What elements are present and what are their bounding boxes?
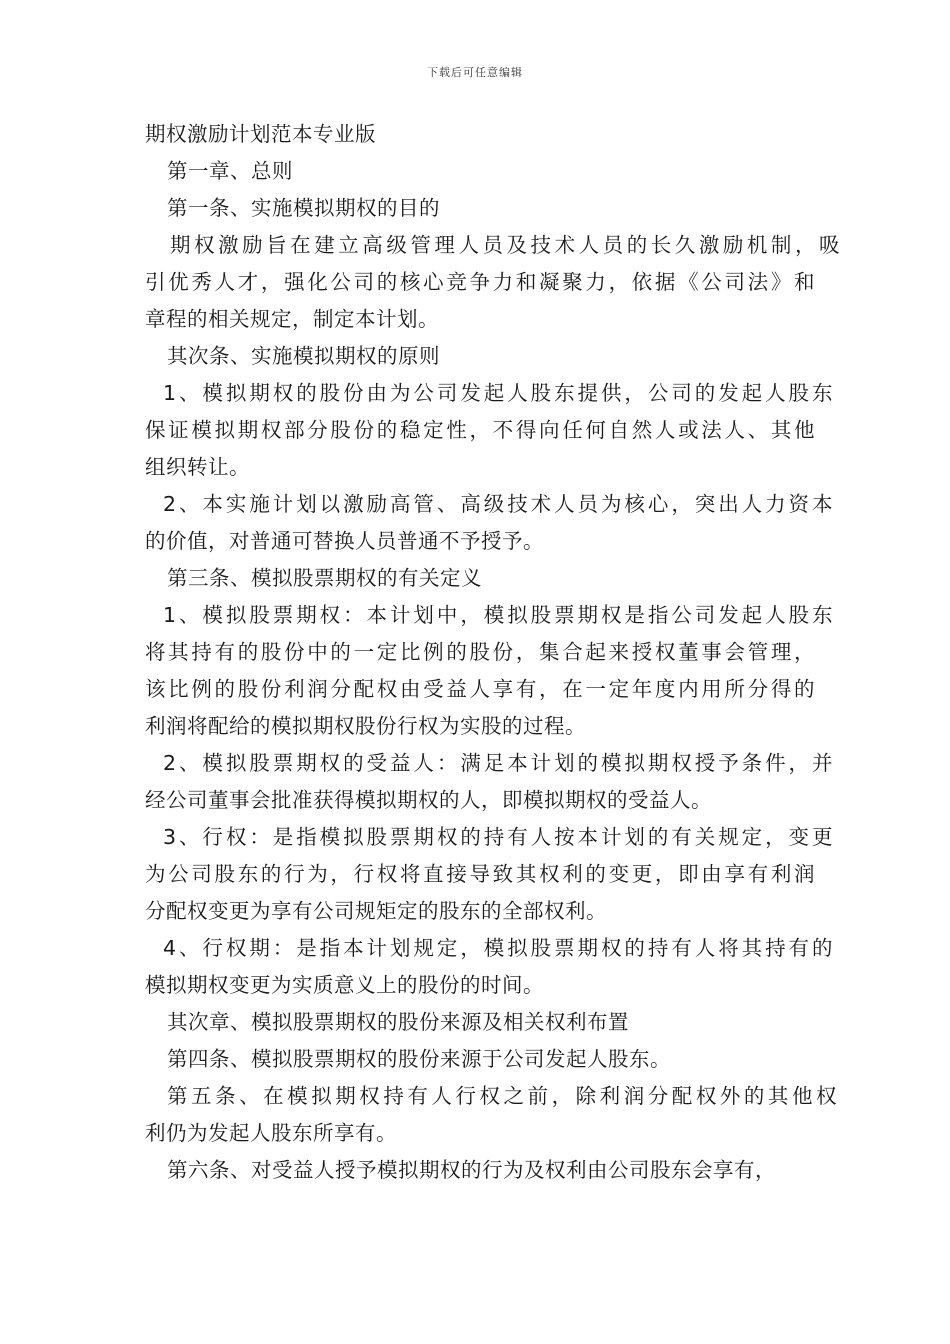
paragraph-line: 2、本实施计划以激励高管、高级技术人员为核心，突出人力资本 (163, 492, 833, 516)
paragraph-line: 1、模拟期权的股份由为公司发起人股东提供，公司的发起人股东 (163, 381, 833, 405)
article-heading: 其次条、实施模拟期权的原则 (167, 344, 440, 368)
paragraph-line: 将其持有的股份中的一定比例的股份，集合起来授权董事会管理， (145, 640, 815, 664)
article-heading: 第四条、模拟股票期权的股份来源于公司发起人股东。 (167, 1047, 671, 1071)
paragraph-line: 1、模拟股票期权：本计划中，模拟股票期权是指公司发起人股东 (163, 603, 833, 627)
paragraph-line: 利润将配给的模拟期权股份行权为实股的过程。 (145, 714, 586, 738)
paragraph-line: 第六条、对受益人授予模拟期权的行为及权利由公司股东会享有， (167, 1158, 776, 1182)
paragraph-line: 引优秀人才，强化公司的核心竞争力和凝聚力，依据《公司法》和 (145, 270, 815, 294)
paragraph-line: 4、行权期：是指本计划规定，模拟股票期权的持有人将其持有的 (163, 936, 833, 960)
header-note: 下载后可任意编辑 (427, 66, 523, 79)
paragraph-line: 3、行权：是指模拟股票期权的持有人按本计划的有关规定，变更 (163, 825, 833, 849)
paragraph-line: 2、模拟股票期权的受益人：满足本计划的模拟期权授予条件，并 (163, 751, 833, 775)
document-title: 期权激励计划范本专业版 (145, 122, 376, 146)
paragraph-line: 第五条、在模拟期权持有人行权之前，除利润分配权外的其他权 (167, 1084, 837, 1108)
article-heading: 第一条、实施模拟期权的目的 (167, 196, 440, 220)
paragraph-line: 模拟期权变更为实质意义上的股份的时间。 (145, 973, 544, 997)
paragraph-line: 为公司股东的行为，行权将直接导致其权利的变更，即由享有利润 (145, 862, 815, 886)
paragraph-line: 经公司董事会批准获得模拟期权的人，即模拟期权的受益人。 (145, 788, 712, 812)
paragraph-line: 章程的相关规定，制定本计划。 (145, 307, 439, 331)
article-heading: 第三条、模拟股票期权的有关定义 (167, 566, 482, 590)
paragraph-line: 组织转让。 (145, 455, 250, 479)
chapter-heading: 第一章、总则 (167, 159, 293, 183)
paragraph-line: 该比例的股份利润分配权由受益人享有，在一定年度内用所分得的 (145, 677, 815, 701)
document-body (145, 116, 840, 1189)
paragraph-line: 分配权变更为享有公司规矩定的股东的全部权利。 (145, 899, 607, 923)
paragraph-line: 保证模拟期权部分股份的稳定性，不得向任何自然人或法人、其他 (145, 418, 815, 442)
paragraph-line: 利仍为发起人股东所享有。 (145, 1121, 397, 1145)
paragraph-line: 期权激励旨在建立高级管理人员及技术人员的长久激励机制，吸 (170, 233, 840, 257)
paragraph-line: 的价值，对普通可替换人员普通不予授予。 (145, 529, 544, 553)
chapter-heading: 其次章、模拟股票期权的股份来源及相关权利布置 (167, 1010, 629, 1034)
